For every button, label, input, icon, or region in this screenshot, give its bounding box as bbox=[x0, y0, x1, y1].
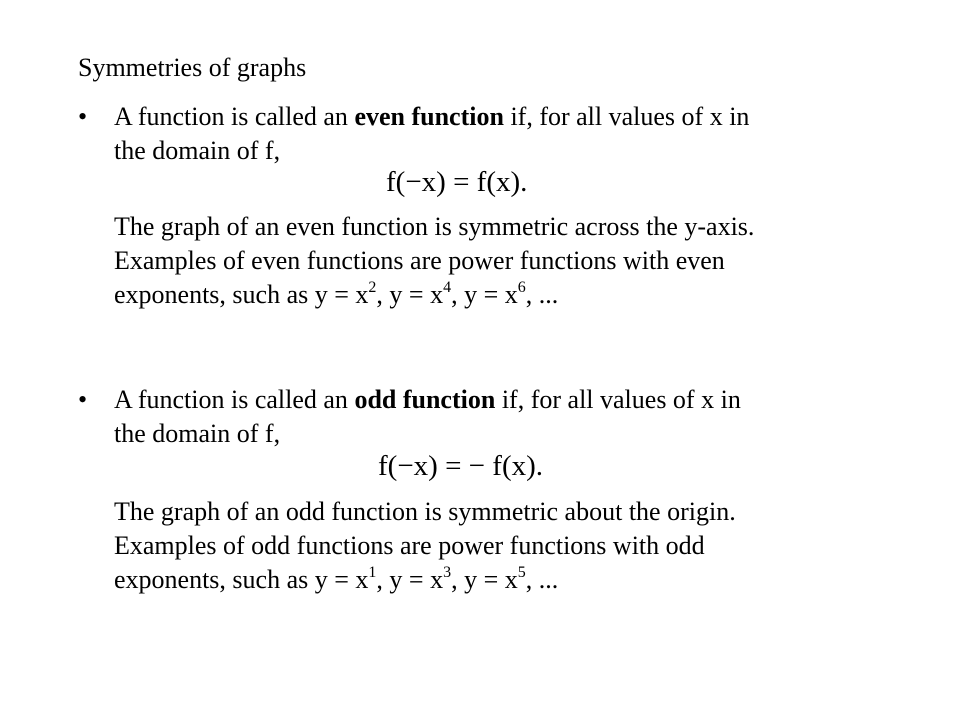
even-description-line-1: The graph of an even function is symmetric across the y-axis. bbox=[114, 212, 755, 241]
even-definition bbox=[114, 100, 914, 168]
exponent: 1 bbox=[368, 564, 377, 581]
even-definition-line-2: the domain of f, bbox=[114, 136, 281, 165]
slide-title: Symmetries of graphs bbox=[78, 53, 307, 82]
odd-definition bbox=[114, 383, 914, 451]
odd-description-line-1: The graph of an odd function is symmetric about the origin. bbox=[114, 497, 736, 526]
odd-description bbox=[114, 495, 914, 601]
odd-definition-line-2: the domain of f, bbox=[114, 419, 281, 448]
odd-description-line-2: Examples of odd functions are power functions with odd bbox=[114, 531, 705, 560]
exponent: 4 bbox=[443, 279, 452, 296]
even-formula: f(−x) = f(x). bbox=[386, 166, 528, 198]
even-examples-line: exponents, such as $y = x^2$, $y = x^4$, $y = x^6$, ... bbox=[114, 279, 559, 309]
even-definition-line-1: A function is called an even function if, for all values of x in bbox=[114, 102, 750, 131]
even-description-line-2: Examples of even functions are power functions with even bbox=[114, 246, 725, 275]
bullet-mark: • bbox=[78, 385, 88, 414]
even-function-term: even function bbox=[354, 102, 504, 131]
odd-formula: f(−x) = − f(x). bbox=[378, 450, 544, 482]
odd-function-term: odd function bbox=[354, 385, 496, 414]
odd-examples-line: exponents, such as $y = x^1$, $y = x^3$, $y = x^5$, ... bbox=[114, 564, 559, 594]
bullet-mark: • bbox=[78, 102, 88, 131]
even-description bbox=[114, 210, 914, 316]
exponent: 3 bbox=[443, 564, 452, 581]
odd-definition-line-1: A function is called an odd function if, for all values of x in bbox=[114, 385, 741, 414]
exponent: 5 bbox=[517, 564, 526, 581]
exponent: 2 bbox=[368, 279, 377, 296]
exponent: 6 bbox=[517, 279, 526, 296]
